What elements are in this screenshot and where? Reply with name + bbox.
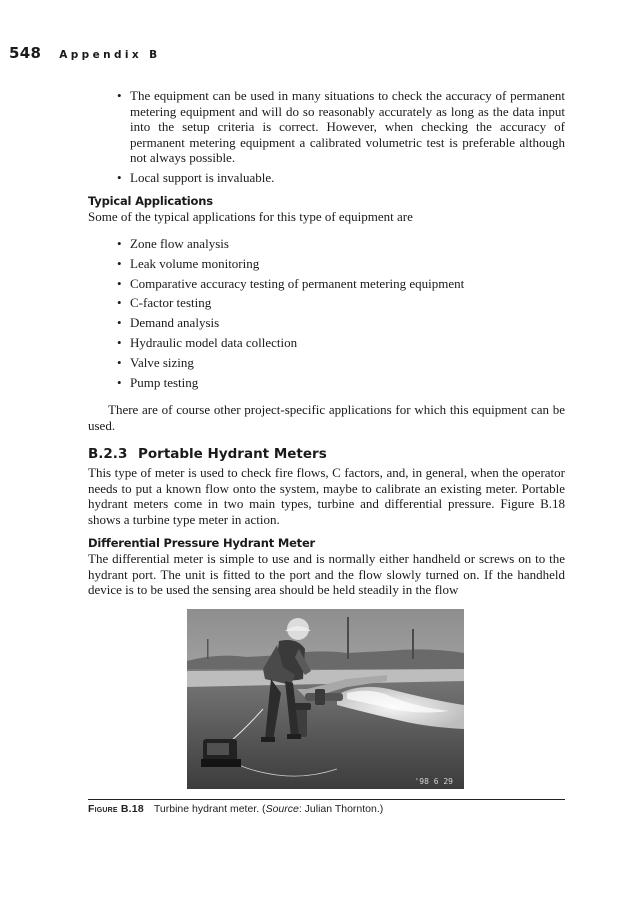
differential-meter-paragraph: The differential meter is simple to use and is normally either handheld or screws on to the hydrant port. The unit is fitted to the port and the flow slowly turned on. If the handheld device is to be used the sensing area should be held steadily in the flow bbox=[88, 551, 565, 597]
running-head bbox=[9, 44, 161, 62]
figure-label: Figure B.18 bbox=[88, 803, 144, 815]
section-heading bbox=[88, 446, 327, 462]
section-number: B.2.3 bbox=[88, 446, 128, 462]
list-item: • Demand analysis bbox=[117, 315, 565, 331]
list-item: • Comparative accuracy testing of permanent metering equipment bbox=[117, 276, 565, 292]
photo-graphic bbox=[187, 609, 464, 789]
list-item: • C-factor testing bbox=[117, 295, 565, 311]
differential-meter-heading: Differential Pressure Hydrant Meter bbox=[88, 536, 316, 550]
list-item: • Leak volume monitoring bbox=[117, 256, 565, 272]
figure-caption-source: : Julian Thornton.) bbox=[298, 803, 384, 815]
list-item: • Hydraulic model data collection bbox=[117, 335, 565, 351]
typical-applications-list bbox=[117, 236, 565, 394]
list-item: • Valve sizing bbox=[117, 355, 565, 371]
figure-caption bbox=[88, 803, 383, 815]
photo-date-stamp: '98 6 29 bbox=[414, 777, 453, 786]
figure-caption-source-label: Source bbox=[265, 803, 299, 815]
running-title: Appendix B bbox=[59, 49, 161, 61]
turbine-hydrant-meter-photo bbox=[187, 609, 464, 789]
section-paragraph: This type of meter is used to check fire flows, C factors, and, in general, when the operator needs to put a known flow onto the system, maybe to calibrate an existing meter. Portable hydrant meters come in two main types, turbine and differential pressure. Figure B.18 shows a turbine type meter in action. bbox=[88, 465, 565, 527]
typical-applications-heading: Typical Applications bbox=[88, 194, 213, 208]
list-item: • The equipment can be used in many situations to check the accuracy of permanent metering equipment and will do so reasonably accurately as long as the data input into the setup criteria is correct. However, when checking the accuracy of permanent metering equipment a calibrated volumetric test is preferable although not always possible. bbox=[117, 88, 565, 166]
figure-rule bbox=[88, 799, 565, 800]
list-item: • Zone flow analysis bbox=[117, 236, 565, 252]
typical-applications-closing: There are of course other project-specific applications for which this equipment can be used. bbox=[88, 402, 565, 433]
list-item: • Pump testing bbox=[117, 375, 565, 391]
list-item: • Local support is invaluable. bbox=[117, 170, 565, 186]
page-number: 548 bbox=[9, 44, 42, 62]
section-title: Portable Hydrant Meters bbox=[138, 446, 327, 462]
intro-bullet-list bbox=[117, 88, 565, 185]
figure-caption-text: Turbine hydrant meter. ( bbox=[153, 803, 266, 815]
typical-applications-lead: Some of the typical applications for this type of equipment are bbox=[88, 209, 413, 224]
